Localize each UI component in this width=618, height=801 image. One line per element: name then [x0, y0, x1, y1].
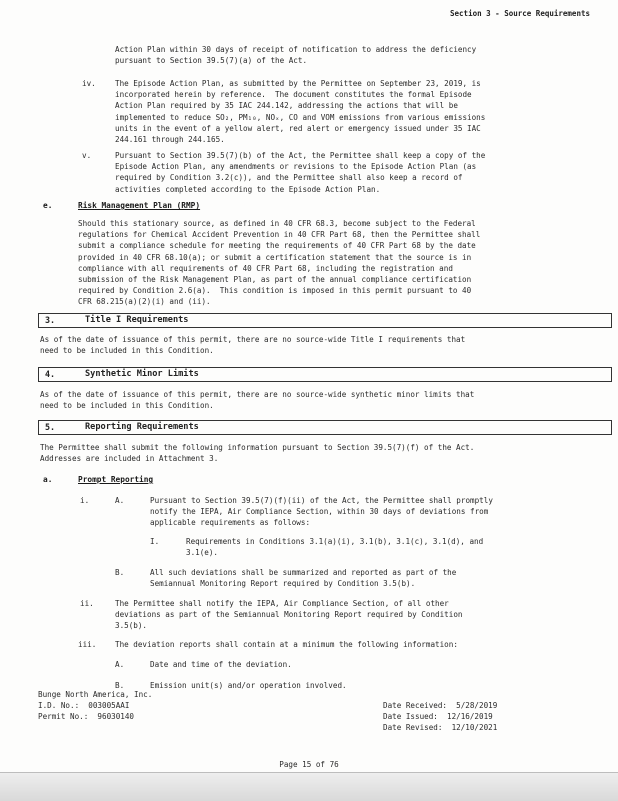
- text-line: Pursuant to Section 39.5(7)(f)(ii) of the Act, the Permittee shall promptly: [150, 496, 493, 505]
- title-i-paragraph: [40, 334, 465, 356]
- rmp-heading: Risk Management Plan (RMP): [78, 201, 201, 210]
- text-line: Requirements in Conditions 3.1(a)(i), 3.1(b), 3.1(c), 3.1(d), and: [186, 537, 484, 546]
- item-label-iii: iii.: [78, 640, 97, 649]
- section-5-heading-box: [38, 420, 612, 435]
- text-line: submit a compliance schedule for meeting the requirements of 40 CFR Part 68 by the date: [78, 241, 476, 251]
- synthetic-minor-paragraph: [40, 389, 474, 411]
- item-label-ii: ii.: [80, 599, 94, 608]
- section-header: Section 3 - Source Requirements: [450, 9, 590, 18]
- text-line: The Permittee shall notify the IEPA, Air Compliance Section, of all other: [115, 599, 449, 608]
- subsection-label-a: a.: [43, 475, 53, 484]
- item-label-iii-A: A.: [115, 660, 125, 669]
- section-3-heading-box: [38, 313, 612, 328]
- section-title: Reporting Requirements: [85, 422, 199, 432]
- item-label-v: v.: [82, 151, 92, 160]
- text-line: The deviation reports shall contain at a minimum the following information:: [115, 640, 458, 649]
- item-label-iv: iv.: [82, 79, 96, 88]
- footer-company: Bunge North America, Inc.: [38, 690, 153, 699]
- footer-date-received: Date Received: 5/28/2019: [383, 701, 498, 710]
- text-line: All such deviations shall be summarized and reported as part of the: [150, 568, 457, 577]
- rmp-paragraph: [78, 218, 480, 308]
- item-label-B: B.: [115, 568, 125, 577]
- text-line: CFR 68.215(a)(2)(i) and (ii).: [78, 297, 211, 307]
- text-line: implemented to reduce SO₂, PM₁₀, NOₓ, CO and VOM emissions from various emissions: [115, 112, 486, 122]
- text-line: deviations as part of the Semiannual Monitoring Report required by Condition: [115, 610, 463, 620]
- text-line: incorporated herein by reference. The document constitutes the formal Episode: [115, 90, 472, 100]
- footer-id-number: I.D. No.: 003005AAI: [38, 701, 130, 710]
- text-line: required by Condition 2.6(a). This condition is imposed in this permit pursuant to 40: [78, 286, 472, 296]
- text-line: required by Condition 3.2(c)), and the Permittee shall also keep a record of: [115, 173, 463, 183]
- episode-plan-paragraph: [115, 78, 485, 145]
- text-line: regulations for Chemical Accident Prevention in 40 CFR Part 68, then the Permittee shall: [78, 230, 481, 240]
- deviation-reports-paragraph: [115, 639, 458, 650]
- summarized-paragraph: [150, 567, 456, 589]
- item-label-I: I.: [150, 537, 160, 546]
- text-line: activities completed according to the Episode Action Plan.: [115, 184, 381, 194]
- text-line: The Permittee shall submit the following information pursuant to Section 39.5(7)(f) of the Act.: [40, 443, 475, 452]
- text-line: As of the date of issuance of this permit, there are no source-wide Title I requirements that: [40, 335, 466, 344]
- episode-copy-paragraph: [115, 150, 485, 195]
- item-label-A: A.: [115, 496, 125, 505]
- section-number: 3.: [45, 315, 56, 325]
- footer-date-issued: Date Issued: 12/16/2019: [383, 712, 493, 721]
- text-line: provided in 40 CFR 68.10(a); or submit a certification statement that the source is in: [78, 252, 472, 262]
- text-line: need to be included in this Condition.: [40, 346, 214, 356]
- subsection-label-e: e.: [43, 201, 53, 210]
- text-line: applicable requirements as follows:: [150, 518, 311, 528]
- emission-unit-text: Emission unit(s) and/or operation involved.: [150, 681, 347, 690]
- text-line: Pursuant to Section 39.5(7)(b) of the Act, the Permittee shall keep a copy of the: [115, 151, 486, 160]
- conditions-paragraph: [186, 536, 483, 558]
- prompt-reporting-heading: Prompt Reporting: [78, 475, 154, 484]
- text-line: need to be included in this Condition.: [40, 401, 214, 411]
- page-number: Page 15 of 76: [279, 760, 339, 769]
- footer-permit-number: Permit No.: 96030140: [38, 712, 135, 721]
- footer-date-revised: Date Revised: 12/10/2021: [383, 723, 498, 732]
- text-line: Episode Action Plan, any amendments or revisions to the Episode Action Plan (as: [115, 162, 477, 172]
- text-line: 3.5(b).: [115, 621, 148, 631]
- scan-edge: [0, 772, 618, 801]
- item-label-i: i.: [80, 496, 90, 505]
- text-line: Should this stationary source, as defined in 40 CFR 68.3, become subject to the Federal: [78, 219, 476, 228]
- text-line: submission of the Risk Management Plan, as part of the annual compliance certification: [78, 275, 472, 285]
- text-line: 3.1(e).: [186, 548, 219, 558]
- text-line: Action Plan within 30 days of receipt of notification to address the deficiency: [115, 45, 477, 54]
- text-line: compliance with all requirements of 40 CFR Part 68, including the registration and: [78, 263, 453, 273]
- section-4-heading-box: [38, 367, 612, 382]
- section-number: 4.: [45, 369, 56, 379]
- reporting-paragraph: [40, 442, 474, 464]
- continuation-paragraph: [115, 44, 476, 66]
- other-deviations-paragraph: [115, 598, 462, 632]
- text-line: pursuant to Section 39.5(7)(a) of the Act.: [115, 56, 308, 66]
- item-label-iii-B: B.: [115, 681, 125, 690]
- deviation-date-text: Date and time of the deviation.: [150, 660, 292, 669]
- text-line: units in the event of a yellow alert, red alert or emergency issued under 35 IAC: [115, 123, 481, 133]
- section-number: 5.: [45, 422, 56, 432]
- text-line: Action Plan required by 35 IAC 244.142, addressing the actions that will be: [115, 101, 458, 111]
- section-title: Title I Requirements: [85, 315, 189, 325]
- prompt-notify-paragraph: [150, 495, 493, 529]
- text-line: As of the date of issuance of this permit, there are no source-wide synthetic minor limits that: [40, 390, 475, 399]
- text-line: Addresses are included in Attachment 3.: [40, 454, 219, 464]
- text-line: notify the IEPA, Air Compliance Section, within 30 days of deviations from: [150, 507, 489, 517]
- text-line: The Episode Action Plan, as submitted by the Permittee on September 23, 2019, is: [115, 79, 481, 88]
- text-line: Semiannual Monitoring Report required by Condition 3.5(b).: [150, 579, 416, 589]
- section-title: Synthetic Minor Limits: [85, 369, 199, 379]
- text-line: 244.161 through 244.165.: [115, 135, 225, 145]
